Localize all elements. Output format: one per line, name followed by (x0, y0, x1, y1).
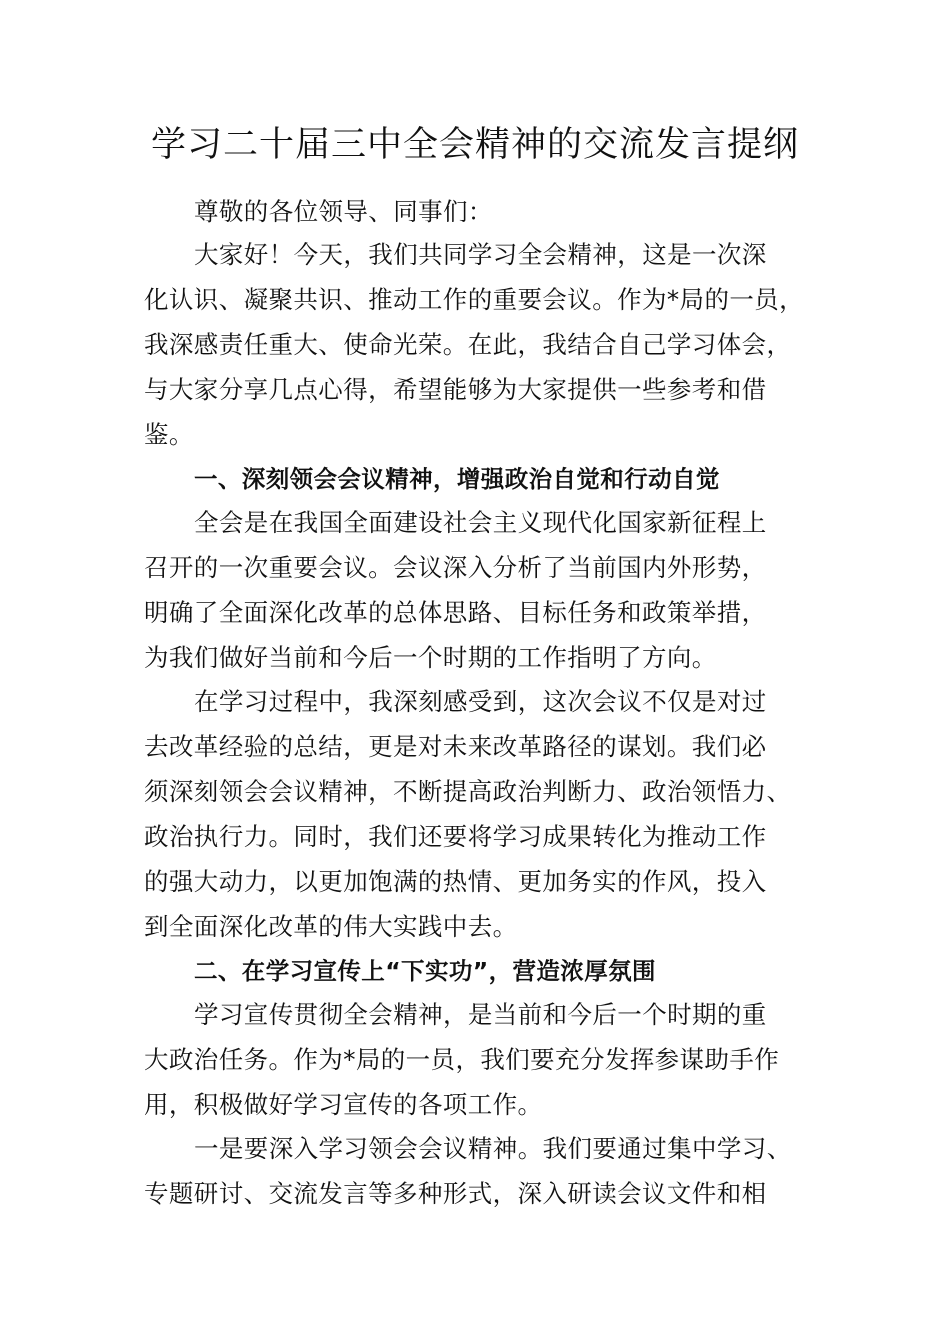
section2-para1-line-1: 学习宣传贯彻全会精神，是当前和今后一个时期的重 (194, 1000, 767, 1029)
section2-para1-line-2: 大政治任务。作为*局的一员，我们要充分发挥参谋助手作 (144, 1045, 780, 1074)
section1-para1-line-1: 全会是在我国全面建设社会主义现代化国家新征程上 (194, 508, 767, 537)
section1-para1-line-4: 为我们做好当前和今后一个时期的工作指明了方向。 (144, 643, 717, 672)
section2-para2-line-2: 专题研讨、交流发言等多种形式，深入研读会议文件和相 (144, 1179, 767, 1208)
intro-line-1: 大家好！今天，我们共同学习全会精神，这是一次深 (194, 240, 767, 269)
intro-line-4: 与大家分享几点心得，希望能够为大家提供一些参考和借 (144, 375, 767, 404)
section1-para2-line-4: 政治执行力。同时，我们还要将学习成果转化为推动工作 (144, 822, 767, 851)
section2-para1-line-3: 用，积极做好学习宣传的各项工作。 (144, 1090, 543, 1119)
intro-line-2: 化认识、凝聚共识、推动工作的重要会议。作为*局的一员， (144, 285, 805, 314)
section1-para2-line-1: 在学习过程中，我深刻感受到，这次会议不仅是对过 (194, 687, 767, 716)
section2-para2-line-1: 一是要深入学习领会会议精神。我们要通过集中学习、 (194, 1134, 792, 1163)
salutation: 尊敬的各位领导、同事们： (194, 197, 493, 226)
section1-para2-line-3: 须深刻领会会议精神，不断提高政治判断力、政治领悟力、 (144, 777, 792, 806)
section1-para2-line-5: 的强大动力，以更加饱满的热情、更加务实的作风，投入 (144, 867, 767, 896)
section1-para1-line-3: 明确了全面深化改革的总体思路、目标任务和政策举措， (144, 598, 767, 627)
intro-line-5: 鉴。 (144, 420, 194, 449)
section1-para1-line-2: 召开的一次重要会议。会议深入分析了当前国内外形势， (144, 553, 767, 582)
intro-line-3: 我深感责任重大、使命光荣。在此，我结合自己学习体会， (144, 330, 792, 359)
section2-heading: 二、在学习宣传上“下实功”，营造浓厚氛围 (194, 957, 656, 985)
section1-para2-line-2: 去改革经验的总结，更是对未来改革路径的谋划。我们必 (144, 732, 767, 761)
section1-heading: 一、深刻领会会议精神，增强政治自觉和行动自觉 (194, 465, 720, 493)
document-title: 学习二十届三中全会精神的交流发言提纲 (150, 125, 799, 165)
section1-para2-line-6: 到全面深化改革的伟大实践中去。 (144, 912, 518, 941)
